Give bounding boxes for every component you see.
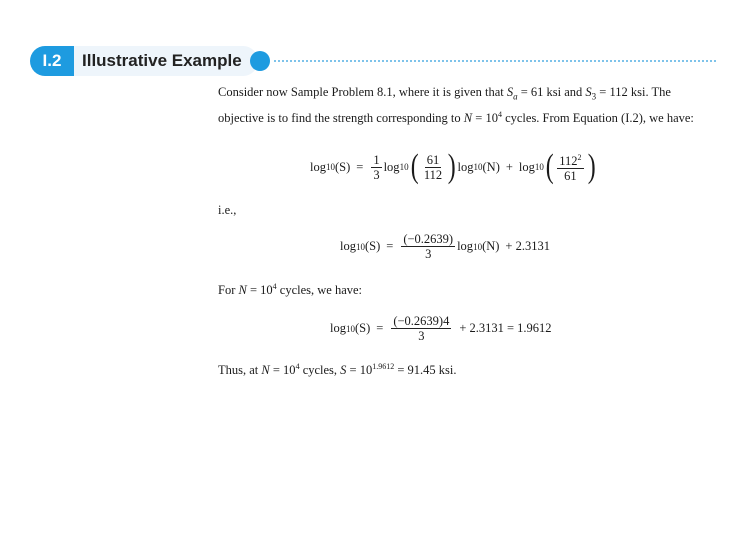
section-number-badge: I.2 <box>30 46 74 76</box>
equals-sign: = <box>386 239 394 253</box>
log-base: 10 <box>345 323 355 334</box>
conclusion-text: cycles, <box>299 363 341 378</box>
equation-tail: + 2.3131 <box>505 239 550 253</box>
fraction-denominator: 3 <box>373 167 380 182</box>
for-n-line <box>218 278 362 299</box>
fraction-denominator: 112 <box>423 167 443 182</box>
left-paren: ( <box>410 148 419 185</box>
log-text: log <box>310 159 326 174</box>
lhs-arg: (S) <box>364 239 381 253</box>
log-base: 10 <box>399 162 409 172</box>
section-bullet-icon <box>250 51 270 71</box>
n-symbol: N <box>463 110 473 125</box>
s-symbol: S <box>340 363 347 378</box>
s-symbol: S <box>585 85 592 99</box>
equation-3 <box>330 314 552 343</box>
n-arg: (N) <box>482 159 500 174</box>
equation-2 <box>340 232 550 261</box>
log-base: 10 <box>325 162 335 172</box>
exponent: 4 <box>272 282 277 291</box>
lhs-arg: (S) <box>334 159 351 174</box>
fraction-numerator: 61 <box>426 152 440 167</box>
fraction-numerator <box>557 151 583 169</box>
lhs-arg: (S) <box>354 321 371 335</box>
s-subscript-3: 3 <box>591 91 597 102</box>
intro-text: cycles. From Equation (I.2), we have: <box>501 110 694 125</box>
n-arg: (N) <box>482 239 500 253</box>
ie-text: i.e., <box>218 203 237 217</box>
conclusion-text: Thus, at <box>218 363 262 378</box>
section-divider <box>274 60 716 62</box>
log-text: log <box>383 159 400 174</box>
log-text: log <box>518 159 535 174</box>
log-text: log <box>457 239 474 253</box>
right-paren: ) <box>447 148 456 185</box>
numerator-base: 112 <box>559 154 578 169</box>
fraction-numerator: (−0.2639) <box>403 232 454 246</box>
conclusion-text: = 91.45 ksi. <box>394 363 457 378</box>
for-text: cycles, we have: <box>276 283 363 298</box>
intro-text: Consider now Sample Problem 8.1, where it is given that <box>218 85 507 99</box>
exponent: 1.9612 <box>372 362 395 371</box>
exponent: 4 <box>295 362 300 371</box>
conclusion-line <box>218 358 457 379</box>
exponent: 4 <box>497 109 502 119</box>
fraction-coefficient <box>401 232 455 261</box>
s-symbol: S <box>506 85 514 99</box>
fraction-numerator: (−0.2639)4 <box>393 314 450 328</box>
s-subscript-a: a <box>513 91 518 102</box>
for-text: For <box>218 283 239 298</box>
log-base: 10 <box>473 162 483 172</box>
fraction-numerator: 1 <box>373 152 380 167</box>
log-base: 10 <box>355 241 365 252</box>
log-text: log <box>340 239 356 253</box>
intro-text: = 10 <box>472 110 498 125</box>
fraction-one-third <box>371 153 381 182</box>
n-symbol: N <box>238 283 247 298</box>
log-base: 10 <box>534 162 544 172</box>
equation-tail: + 2.3131 = 1.9612 <box>459 321 552 335</box>
fraction-denominator: 61 <box>564 169 577 184</box>
equation-1 <box>310 150 597 184</box>
intro-text: = 61 ksi and <box>517 85 586 99</box>
intro-paragraph <box>218 84 718 127</box>
fraction-61-112 <box>422 153 444 182</box>
conclusion-text: = 10 <box>269 363 296 378</box>
plus-sign: + <box>505 159 513 174</box>
log-base: 10 <box>473 241 483 252</box>
left-paren: ( <box>545 148 554 185</box>
fraction-denominator: 3 <box>418 329 425 343</box>
intro-text: = 112 ksi. The objective is to find the strength corresponding to <box>218 85 671 125</box>
for-text: = 10 <box>246 283 273 298</box>
conclusion-text: = 10 <box>346 363 373 378</box>
exponent: 2 <box>577 152 582 162</box>
section-title: Illustrative Example <box>74 46 258 76</box>
fraction-coefficient <box>391 314 451 343</box>
fraction-112sq-61 <box>557 151 583 183</box>
equals-sign: = <box>356 159 364 174</box>
log-text: log <box>330 321 346 335</box>
fraction-denominator: 3 <box>425 247 432 261</box>
equals-sign: = <box>376 321 384 335</box>
log-text: log <box>457 159 474 174</box>
right-paren: ) <box>587 148 596 185</box>
n-symbol: N <box>261 363 270 378</box>
